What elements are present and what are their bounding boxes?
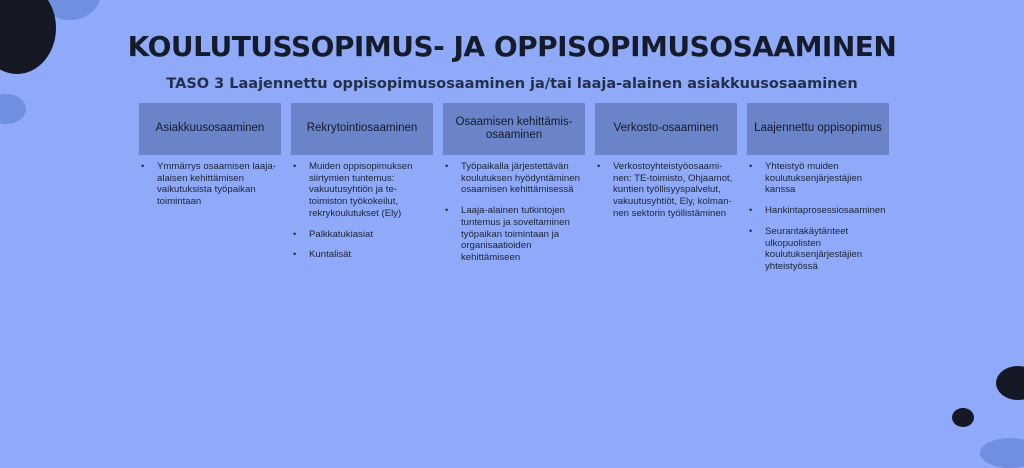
page-title: KOULUTUSSOPIMUS- JA OPPISOPIMUSOSAAMINEN [127,30,897,63]
column-asiakkuusosaaminen [139,103,281,282]
list-item: • Kuntalisät [291,249,433,261]
column-header: Rekrytointiosaaminen [291,103,433,155]
list-item: • Verkostoyhteistyöosaami-nen: TE-toimisto, Ohjaamot, kuntien työllisyyspalvelut, vakuutusyhtiöt, Ely, kolman-nen sektorin työllistäminen [595,161,737,220]
decorative-blob [952,408,974,427]
list-item: • Palkkatukiasiat [291,229,433,241]
page-subtitle: TASO 3 Laajennettu oppisopimusosaaminen ja/tai laaja-alainen asiakkuusosaaminen [166,76,858,92]
column-header: Asiakkuusosaaminen [139,103,281,155]
decorative-blob [996,366,1024,400]
list-item: • Laaja-alainen tutkintojen tuntemus ja soveltaminen työpaikan toimintaan ja organisaatioiden kehittämiseen [443,205,585,264]
column-header: Laajennettu oppisopimus [747,103,889,155]
column-header: Osaamisen kehittämis-osaaminen [443,103,585,155]
column-header: Verkosto-osaaminen [595,103,737,155]
column-rekrytointiosaaminen [291,103,433,282]
list-item: • Työpaikalla järjestettävän koulutuksen hyödyntäminen osaamisen kehittämisessä [443,161,585,196]
list-item: • Seurantakäytänteet ulkopuolisten koulutuksenjärjestäjien yhteistyössä [747,226,889,273]
list-item: • Muiden oppisopimuksen siirtymien tuntemus: vakuutusyhtiön ja te-toimiston työkokeilut, rekrykoulutukset (Ely) [291,161,433,220]
decorative-blob [980,438,1024,468]
competence-columns [139,103,889,282]
list-item: • Yhteistyö muiden koulutuksenjärjestäjien kanssa [747,161,889,196]
column-verkosto-osaaminen [595,103,737,282]
bullet-list [747,161,889,273]
bullet-list [139,161,281,208]
bullet-list [595,161,737,220]
bullet-list [443,161,585,264]
column-laajennettu-oppisopimus [747,103,889,282]
column-osaamisen-kehittamisosaaminen [443,103,585,282]
bullet-list [291,161,433,261]
list-item: • Ymmärrys osaamisen laaja-alaisen kehittämisen vaikutuksista työpaikan toimintaan [139,161,281,208]
list-item: • Hankintaprosessiosaaminen [747,205,889,217]
decorative-blob [0,94,26,124]
